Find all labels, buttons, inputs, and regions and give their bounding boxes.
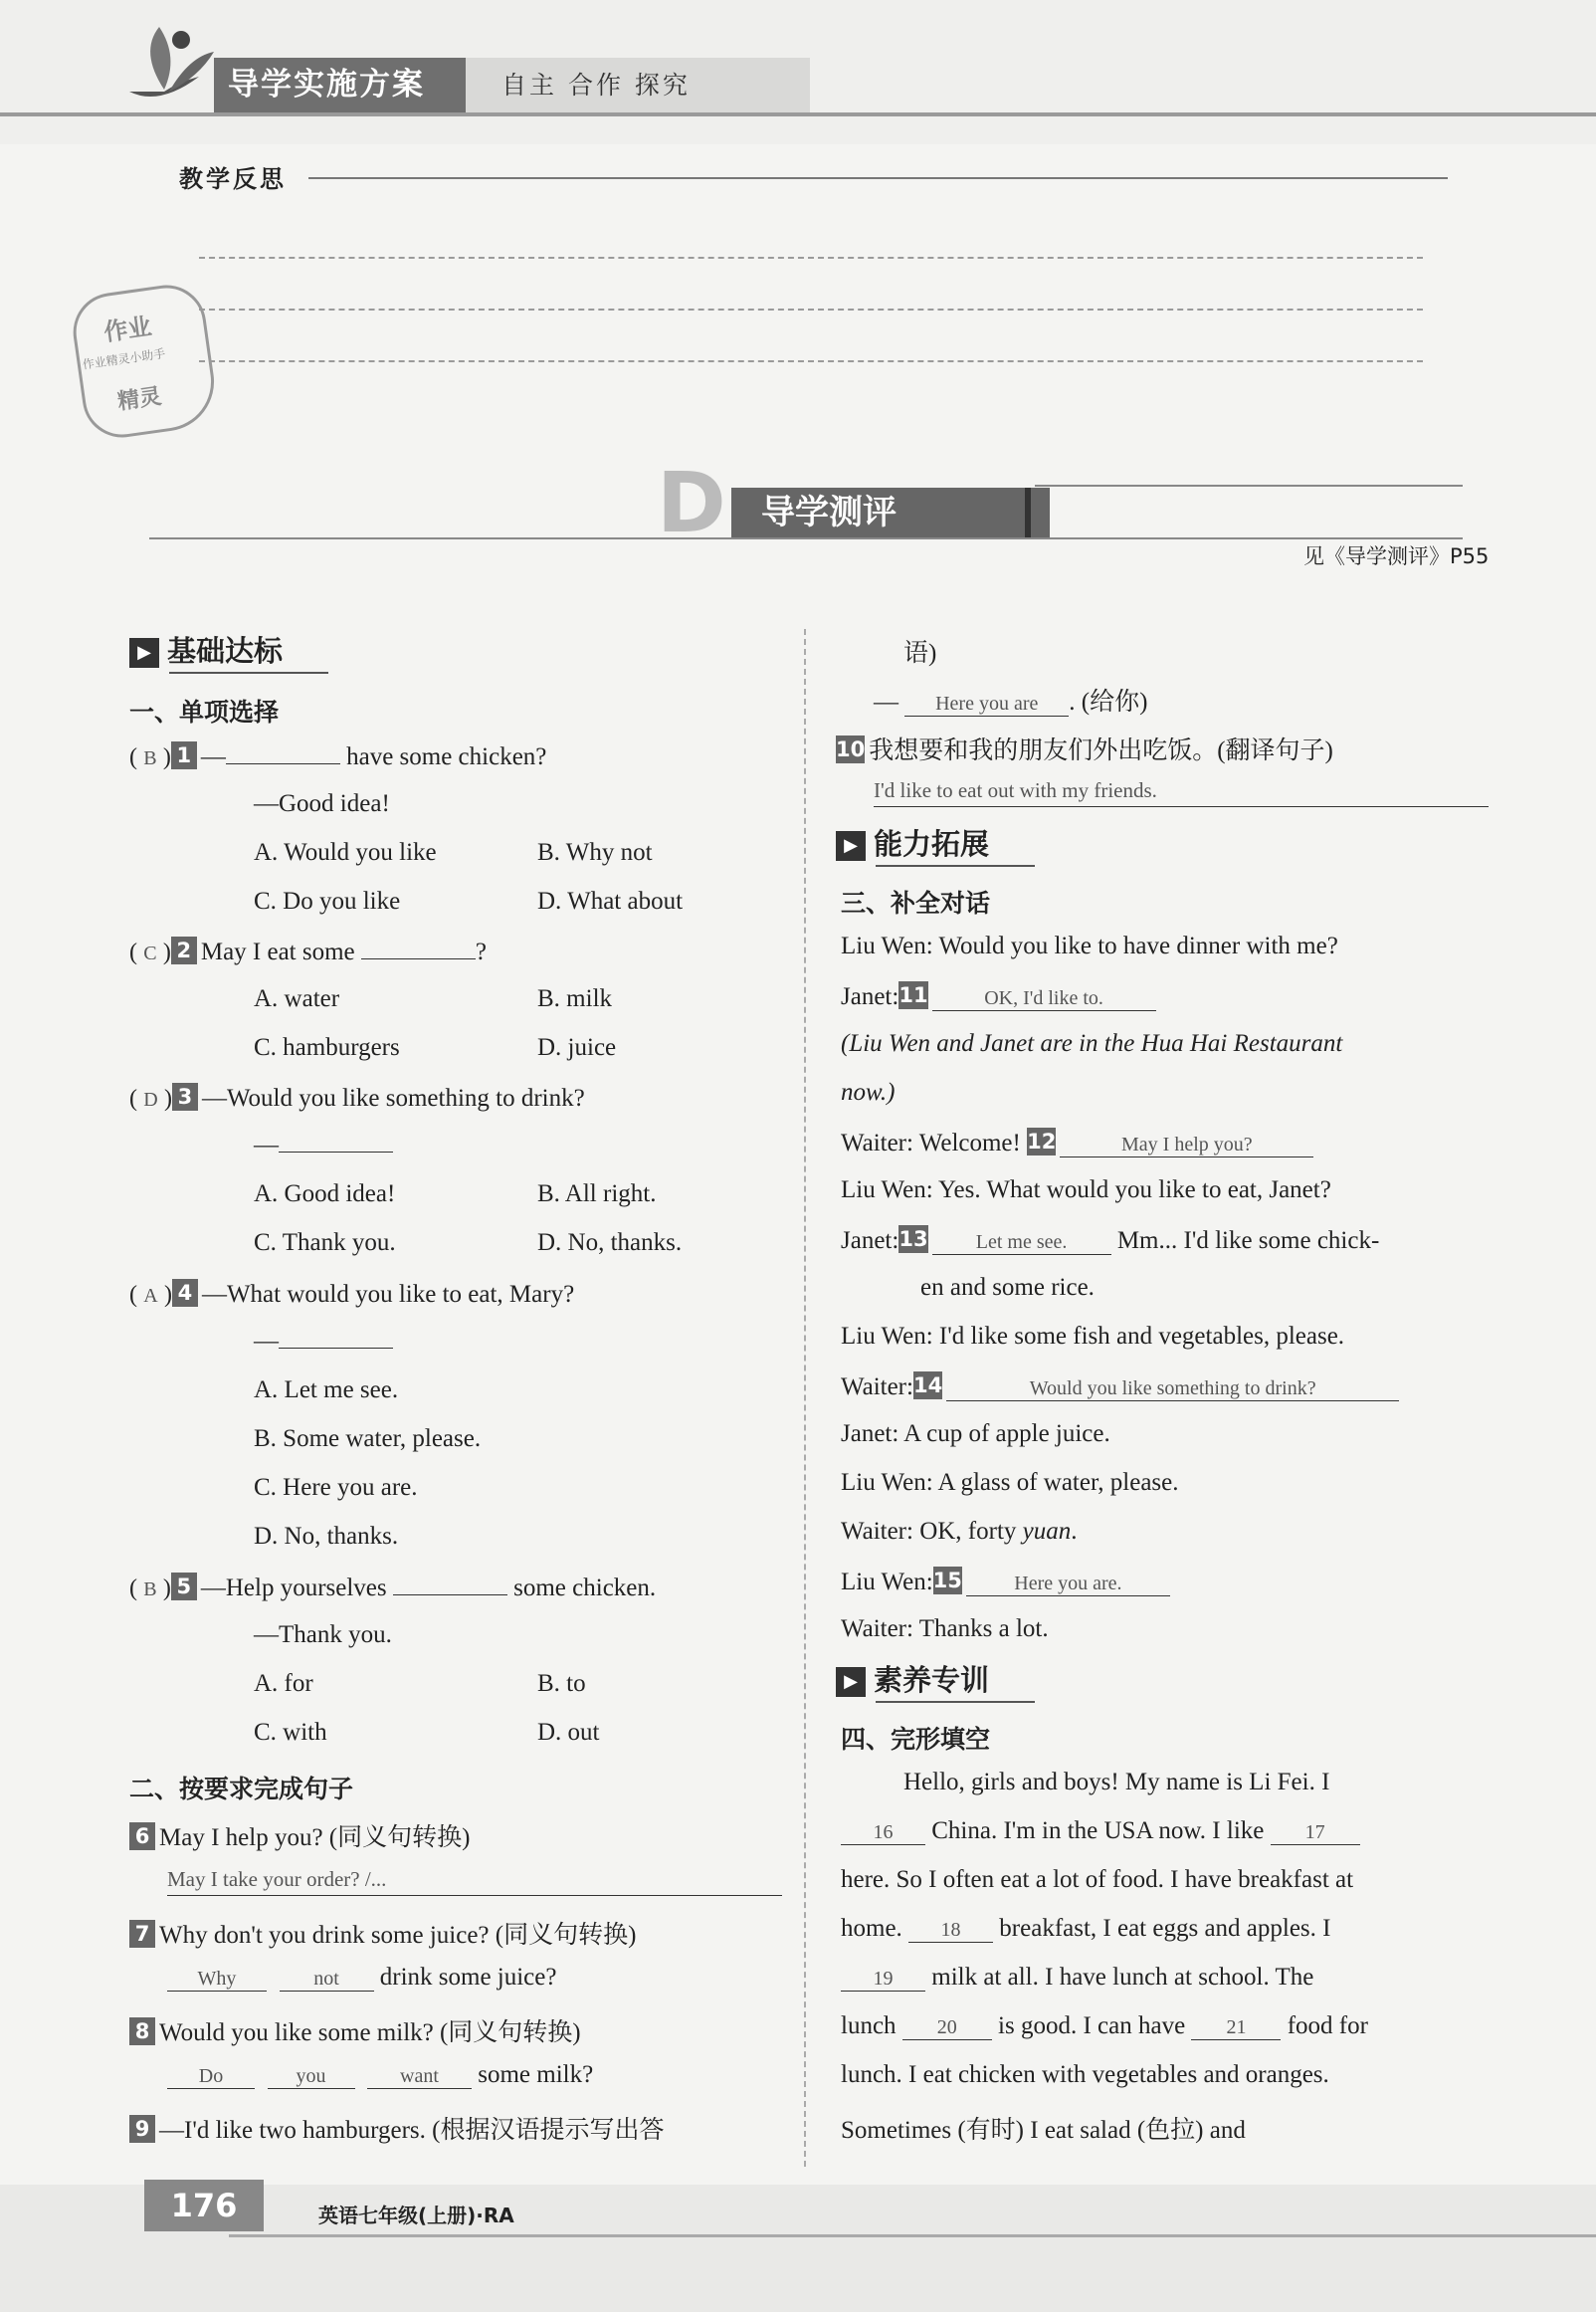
banner-bar bbox=[1025, 488, 1031, 537]
book-title: 英语七年级(上册)·RA bbox=[318, 2204, 514, 2227]
footer-rule bbox=[229, 2234, 1596, 2237]
banner-reference: 见《导学测评》P55 bbox=[1303, 544, 1490, 568]
dialogue-line: Liu Wen: I'd like some fish and vegetables, please. bbox=[841, 1323, 1345, 1350]
answer-9: — Here you are . (给你) bbox=[874, 689, 1148, 716]
banner-rule bbox=[149, 537, 1463, 539]
dialogue-line: en and some rice. bbox=[920, 1274, 1095, 1301]
option-a: A. Good idea! bbox=[254, 1180, 396, 1207]
dialogue-line-13: Janet:13 Let me see. Mm... I'd like some chick- bbox=[841, 1227, 1380, 1254]
option-a: A. for bbox=[254, 1670, 313, 1697]
option-b: B. All right. bbox=[537, 1180, 657, 1207]
dialogue-stage-direction: now.) bbox=[841, 1079, 896, 1106]
banner-title: 导学测评 bbox=[731, 488, 1050, 537]
option-a: A. water bbox=[254, 985, 340, 1012]
question-3: ( D ) 3 —Would you like something to drink? bbox=[129, 1085, 585, 1112]
cloze-line: here. So I often eat a lot of food. I have breakfast at bbox=[841, 1866, 1354, 1893]
dialogue-line: Waiter: OK, forty yuan. bbox=[841, 1518, 1078, 1545]
page-number: 176 bbox=[144, 2180, 264, 2231]
part-four-heading: 四、完形填空 bbox=[841, 1725, 991, 1754]
question-5-reply: —Thank you. bbox=[254, 1621, 392, 1648]
cloze-line: Hello, girls and boys! My name is Li Fei. I bbox=[903, 1769, 1330, 1795]
dialogue-line: Janet: A cup of apple juice. bbox=[841, 1420, 1110, 1447]
dialogue-line: Liu Wen: Would you like to have dinner with me? bbox=[841, 933, 1338, 959]
cloze-line: lunch. I eat chicken with vegetables and oranges. bbox=[841, 2061, 1329, 2088]
answer-line-6: May I take your order? /... bbox=[167, 1867, 782, 1896]
option-d: D. juice bbox=[537, 1034, 617, 1061]
arrow-icon: ▶ bbox=[836, 1667, 866, 1697]
cloze-line: lunch 20 is good. I can have 21 food for bbox=[841, 2012, 1368, 2039]
part-two-heading: 二、按要求完成句子 bbox=[129, 1775, 354, 1803]
dialogue-line: Waiter: Thanks a lot. bbox=[841, 1615, 1049, 1642]
banner-rule bbox=[1035, 485, 1463, 487]
option-d: D. What about bbox=[537, 888, 684, 915]
logo-icon bbox=[119, 22, 229, 111]
question-4-blank: — bbox=[254, 1328, 393, 1356]
part-one-heading: 一、单项选择 bbox=[129, 698, 280, 727]
part-three-heading: 三、补全对话 bbox=[841, 889, 991, 918]
option-a: A. Would you like bbox=[254, 839, 437, 866]
question-5: ( B ) 5 —Help yourselves some chicken. bbox=[129, 1575, 657, 1601]
question-8: 8 Would you like some milk? (同义句转换) bbox=[129, 2012, 581, 2048]
option-d: D. out bbox=[537, 1719, 600, 1746]
question-7: 7 Why don't you drink some juice? (同义句转换) bbox=[129, 1915, 636, 1951]
question-2: ( C ) 2 May I eat some ? bbox=[129, 939, 488, 965]
header-tags: 自主 合作 探究 bbox=[466, 58, 810, 112]
question-1: ( B ) 1 — have some chicken? bbox=[129, 743, 547, 770]
cloze-line: Sometimes (有时) I eat salad (色拉) and bbox=[841, 2117, 1246, 2144]
reflection-label: 教学反思 bbox=[179, 165, 287, 193]
dialogue-line-11: Janet:11 OK, I'd like to. bbox=[841, 981, 1156, 1011]
option-c: C. hamburgers bbox=[254, 1034, 400, 1061]
option-c: C. with bbox=[254, 1719, 327, 1746]
option-c: C. Thank you. bbox=[254, 1229, 396, 1256]
option-d: D. No, thanks. bbox=[537, 1229, 683, 1256]
option-b: B. Why not bbox=[537, 839, 653, 866]
cloze-line: 16 China. I'm in the USA now. I like 17 bbox=[841, 1817, 1360, 1845]
section-literacy: ▶ 素养专训 bbox=[836, 1661, 989, 1699]
option-d: D. No, thanks. bbox=[254, 1523, 399, 1550]
question-6: 6 May I help you? (同义句转换) bbox=[129, 1817, 470, 1853]
option-a: A. Let me see. bbox=[254, 1376, 399, 1403]
option-b: B. to bbox=[537, 1670, 586, 1697]
dialogue-line-15: Liu Wen:15 Here you are. bbox=[841, 1567, 1170, 1596]
dialogue-line-14: Waiter:14 Would you like something to drink? bbox=[841, 1371, 1399, 1401]
option-b: B. Some water, please. bbox=[254, 1425, 482, 1452]
question-10: 10 我想要和我的朋友们外出吃饭。(翻译句子) bbox=[836, 737, 1333, 764]
section-basic: ▶ 基础达标 bbox=[129, 632, 283, 670]
arrow-icon: ▶ bbox=[129, 638, 159, 668]
answer-7: Why not drink some juice? bbox=[167, 1964, 556, 1992]
reflection-dash-line bbox=[199, 257, 1423, 259]
cloze-line: home. 18 breakfast, I eat eggs and apples. I bbox=[841, 1915, 1331, 1942]
arrow-icon: ▶ bbox=[836, 831, 866, 861]
option-c: C. Here you are. bbox=[254, 1474, 418, 1501]
homework-stamp: 作业 作业精灵小助手 精灵 bbox=[68, 280, 220, 442]
dialogue-line: Liu Wen: Yes. What would you like to eat, Janet? bbox=[841, 1176, 1331, 1203]
reflection-line bbox=[308, 177, 1448, 179]
question-1-reply: —Good idea! bbox=[254, 790, 390, 817]
option-b: B. milk bbox=[537, 985, 613, 1012]
question-4: ( A ) 4 —What would you like to eat, Mary? bbox=[129, 1281, 575, 1308]
banner-letter: D bbox=[657, 454, 726, 551]
dialogue-line: Liu Wen: A glass of water, please. bbox=[841, 1469, 1179, 1496]
header-divider bbox=[0, 112, 1596, 116]
answer-line-10: I'd like to eat out with my friends. bbox=[874, 778, 1489, 807]
section-extension: ▶ 能力拓展 bbox=[836, 825, 989, 863]
dialogue-line-12: Waiter: Welcome! 12 May I help you? bbox=[841, 1128, 1313, 1157]
reflection-dash-line bbox=[199, 360, 1423, 362]
reflection-dash-line bbox=[199, 309, 1423, 311]
question-3-blank: — bbox=[254, 1132, 393, 1159]
answer-8: Do you want some milk? bbox=[167, 2061, 593, 2089]
column-divider bbox=[804, 629, 806, 2167]
option-c: C. Do you like bbox=[254, 888, 401, 915]
dialogue-stage-direction: (Liu Wen and Janet are in the Hua Hai Restaurant bbox=[841, 1030, 1343, 1057]
header-title: 导学实施方案 bbox=[214, 58, 467, 112]
question-9-cont: 语) bbox=[903, 640, 937, 667]
cloze-line: 19 milk at all. I have lunch at school. The bbox=[841, 1964, 1313, 1992]
question-9: 9 —I'd like two hamburgers. (根据汉语提示写出答 bbox=[129, 2110, 664, 2146]
